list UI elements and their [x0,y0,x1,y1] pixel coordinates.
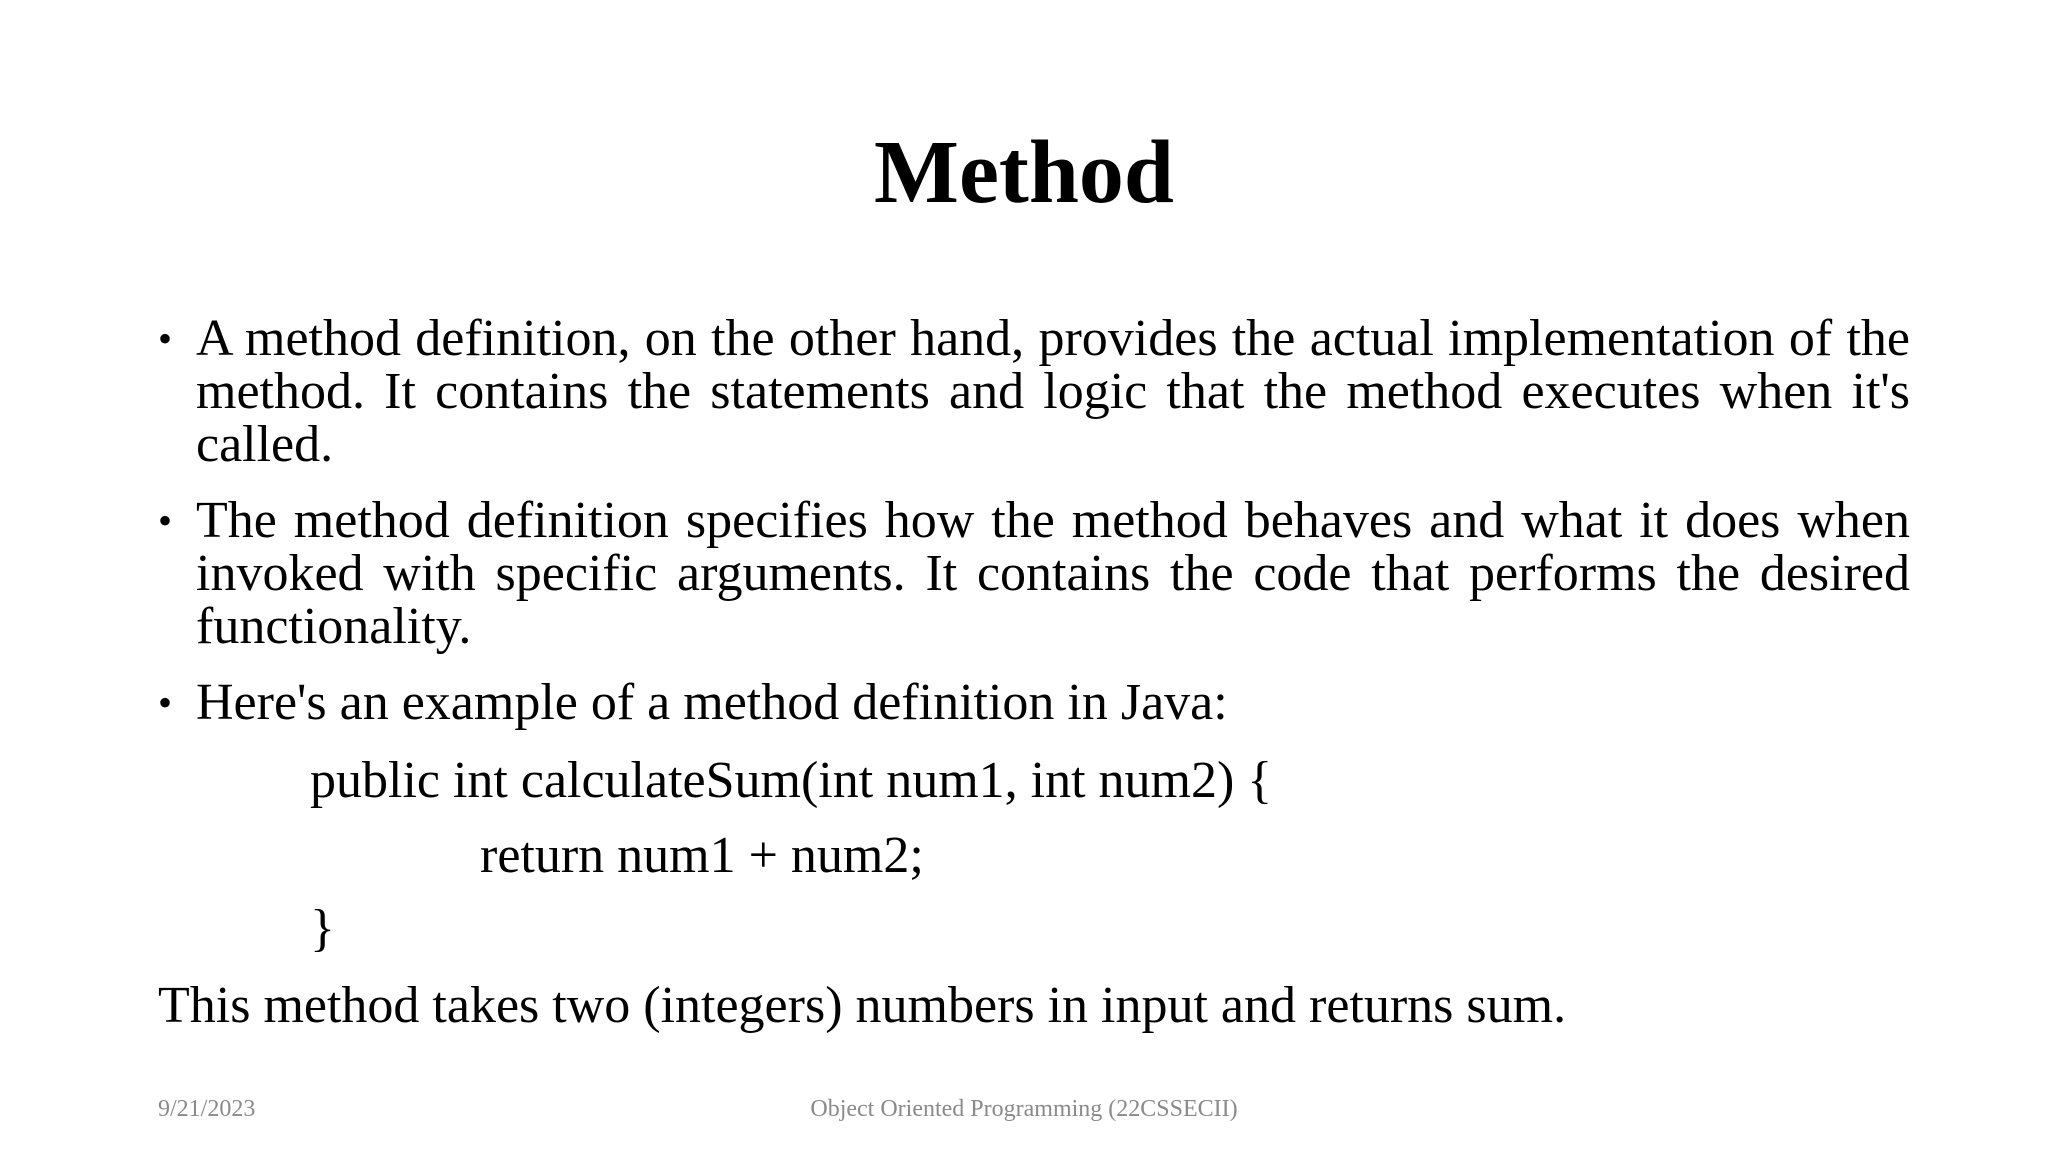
bullet-point-icon: • [158,498,173,543]
bullet-text: Here's an example of a method definition in Java: [196,674,1228,731]
bullet-item [158,312,1910,471]
summary-text: This method takes two (integers) numbers in input and returns sum. [158,977,1567,1034]
footer-course-title: Object Oriented Programming (22CSSECII) [810,1096,1238,1122]
footer-date: 9/21/2023 [158,1096,256,1122]
bullet-list [158,312,1910,752]
code-line-closing-brace: } [310,900,335,957]
code-line-return: return num1 + num2; [480,827,924,884]
bullet-item [158,676,1910,729]
bullet-point-icon: • [158,316,173,361]
bullet-text: The method definition specifies how the method behaves and what it does when invoked with specific arguments. It contains the code that performs the desired functionality. [196,492,1910,655]
bullet-text: A method definition, on the other hand, provides the actual implementation of the method. It contains the statements and logic that the method executes when it's called. [196,310,1910,473]
bullet-item [158,494,1910,653]
code-line-signature: public int calculateSum(int num1, int num2) { [310,752,1273,809]
slide-title: Method [874,123,1174,222]
bullet-point-icon: • [158,680,173,725]
